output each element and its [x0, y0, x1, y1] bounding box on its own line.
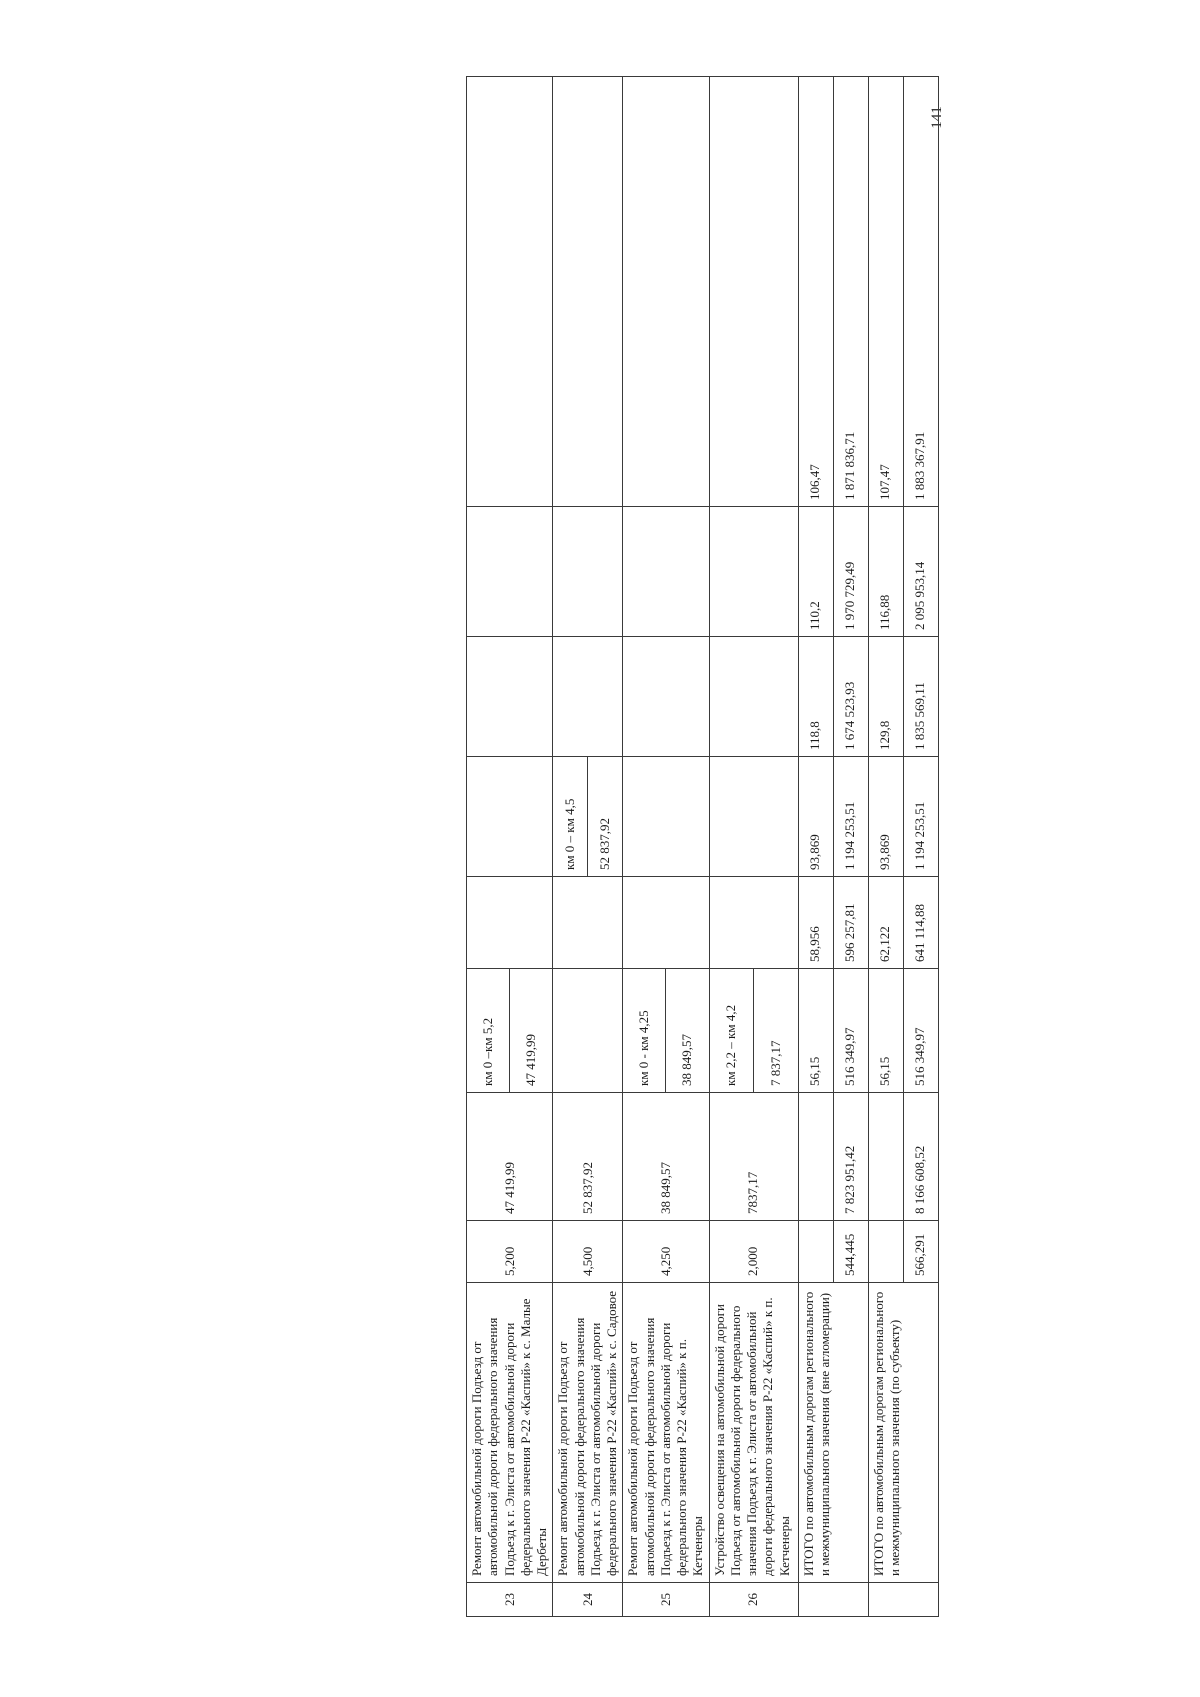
row-period-1	[623, 969, 709, 1093]
total-row	[798, 77, 833, 1617]
total-length-6: 106,47	[798, 77, 833, 507]
row-name: Ремонт автомобильной дороги Подъезд от автомобильной дороги федерального значения Подъезд к г. Элиста от автомобильной дороги федерального значения Р-22 «Каспий» к с. Садовое	[553, 1283, 623, 1583]
row-length: 4,500	[553, 1221, 623, 1283]
total-cost: 8 166 608,52	[903, 1093, 938, 1221]
row-period-3	[623, 757, 709, 877]
row-period-4	[553, 637, 623, 757]
total-cost-2: 641 114,88	[903, 877, 938, 969]
total-cost-top	[868, 1093, 903, 1221]
row-number: 26	[709, 1583, 798, 1617]
row-period-1	[709, 969, 798, 1093]
total-number	[868, 1583, 938, 1617]
row-period-4	[467, 637, 553, 757]
total-length-2: 58,956	[798, 877, 833, 969]
total-cost-1: 516 349,97	[833, 969, 868, 1093]
row-period-3-range: км 0 – км 4,5	[553, 757, 588, 876]
total-cost-4: 1 674 523,93	[833, 637, 868, 757]
row-period-1-range: км 0 –км 5,2	[467, 969, 510, 1092]
row-period-4	[709, 637, 798, 757]
total-length-1: 56,15	[798, 969, 833, 1093]
row-period-3	[467, 757, 553, 877]
row-number: 24	[553, 1583, 623, 1617]
row-period-2	[623, 877, 709, 969]
row-period-1-value: 7 837,17	[767, 1040, 783, 1086]
row-number: 25	[623, 1583, 709, 1617]
total-cost-6: 1 883 367,91	[903, 77, 938, 507]
total-cost-2: 596 257,81	[833, 877, 868, 969]
row-name: Устройство освещения на автомобильной дороги Подъезд от автомобильной дороги федерального значения Подъезд к г. Элиста от автомобильной дороги федерального значения Р-22 «Каспий» к п. Кетченеры	[709, 1283, 798, 1583]
row-name: Ремонт автомобильной дороги Подъезд от автомобильной дороги федерального значения Подъезд к г. Элиста от автомобильной дороги федерального значения Р-22 «Каспий» к п. Кетченеры	[623, 1283, 709, 1583]
roads-table	[466, 76, 939, 1617]
table-body	[467, 77, 939, 1617]
row-period-5	[467, 507, 553, 637]
total-cost: 7 823 951,42	[833, 1093, 868, 1221]
total-length: 544,445	[833, 1221, 868, 1283]
total-cost-3: 1 194 253,51	[833, 757, 868, 877]
total-cost-5: 1 970 729,49	[833, 507, 868, 637]
total-length-4: 118,8	[798, 637, 833, 757]
total-length-5: 116,88	[868, 507, 903, 637]
total-length-3: 93,869	[798, 757, 833, 877]
total-label: ИТОГО по автомобильным дорогам регионального и межмуниципального значения (по субъекту)	[868, 1283, 938, 1583]
total-length-top	[868, 1221, 903, 1283]
total-length-3: 93,869	[868, 757, 903, 877]
row-period-2	[467, 877, 553, 969]
row-period-3-value: 52 837,92	[597, 818, 613, 870]
page-number	[928, 97, 956, 137]
row-period-4	[623, 637, 709, 757]
total-length-5: 110,2	[798, 507, 833, 637]
table-row	[623, 77, 709, 1617]
total-cost-3: 1 194 253,51	[903, 757, 938, 877]
table-row	[467, 77, 553, 1617]
row-period-5	[709, 507, 798, 637]
row-length: 5,200	[467, 1221, 553, 1283]
row-period-1-value: 47 419,99	[523, 1034, 539, 1086]
row-period-1	[467, 969, 553, 1093]
row-period-1-range: км 2,2 – км 4,2	[710, 969, 755, 1092]
row-name: Ремонт автомобильной дороги Подъезд от автомобильной дороги федерального значения Подъезд к г. Элиста от автомобильной дороги федерального значения Р-22 «Каспий» к с. Малые Дербеты	[467, 1283, 553, 1583]
total-cost-4: 1 835 569,11	[903, 637, 938, 757]
row-period-6	[553, 77, 623, 507]
total-length-top	[798, 1221, 833, 1283]
row-period-5	[553, 507, 623, 637]
page-number-text: 141	[928, 106, 945, 129]
total-cost-1: 516 349,97	[903, 969, 938, 1093]
row-cost: 52 837,92	[553, 1093, 623, 1221]
total-cost-6: 1 871 836,71	[833, 77, 868, 507]
total-length-1: 56,15	[868, 969, 903, 1093]
total-cost-top	[798, 1093, 833, 1221]
total-cost-5: 2 095 953,14	[903, 507, 938, 637]
row-period-1-value: 38 849,57	[679, 1034, 695, 1086]
row-period-1	[553, 969, 623, 1093]
total-label: ИТОГО по автомобильным дорогам регионального и межмуниципального значения (вне агломерации)	[798, 1283, 868, 1583]
total-length-6: 107,47	[868, 77, 903, 507]
row-period-3	[553, 757, 623, 877]
row-length: 4,250	[623, 1221, 709, 1283]
row-period-6	[623, 77, 709, 507]
total-length-2: 62,122	[868, 877, 903, 969]
total-number	[798, 1583, 868, 1617]
total-length: 566,291	[903, 1221, 938, 1283]
table-row	[553, 77, 623, 1617]
row-period-6	[467, 77, 553, 507]
row-period-5	[623, 507, 709, 637]
row-period-2	[553, 877, 623, 969]
row-period-3	[709, 757, 798, 877]
row-period-1-range: км 0 - км 4,25	[623, 969, 666, 1092]
row-cost: 38 849,57	[623, 1093, 709, 1221]
row-cost: 7837,17	[709, 1093, 798, 1221]
row-cost: 47 419,99	[467, 1093, 553, 1221]
total-length-4: 129,8	[868, 637, 903, 757]
rotated-table-wrapper	[466, 77, 928, 1617]
table-row	[709, 77, 798, 1617]
row-length: 2,000	[709, 1221, 798, 1283]
total-row	[868, 77, 903, 1617]
row-number: 23	[467, 1583, 553, 1617]
row-period-2	[709, 877, 798, 969]
row-period-6	[709, 77, 798, 507]
